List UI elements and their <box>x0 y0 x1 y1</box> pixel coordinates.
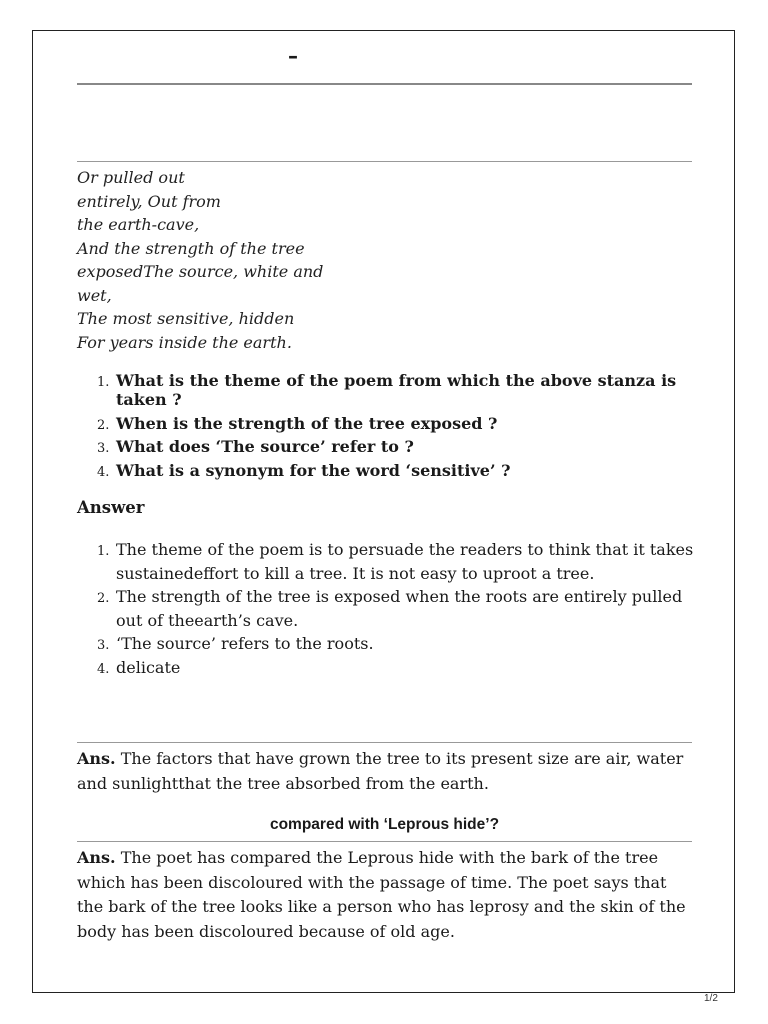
header-rule <box>77 83 692 85</box>
question-item <box>97 437 697 456</box>
answer-number: 2. <box>97 591 110 606</box>
answer-text: delicate <box>116 657 181 677</box>
answer-heading: Answer <box>77 498 145 517</box>
question-number: 1. <box>97 375 110 390</box>
question-number: 4. <box>97 464 110 480</box>
answer-text: The strength of the tree is exposed when the roots are entirely pulled out of theearth’s cave. <box>116 587 683 630</box>
header-dash: – <box>288 44 298 68</box>
ans-text: The factors that have grown the tree to its present size are air, water and sunlightthat the tree absorbed from the earth. <box>77 749 684 793</box>
answer-text: ‘The source’ refers to the roots. <box>116 634 374 653</box>
stanza-line: entirely, Out from <box>77 191 221 211</box>
answer-number: 3. <box>97 638 110 653</box>
stanza-line: wet, <box>77 285 112 305</box>
section-divider <box>77 161 692 162</box>
question-subheading: compared with ‘Leprous hide’? <box>269 816 500 833</box>
question-text: What is a synonym for the word ‘sensitive’ ? <box>116 460 511 480</box>
answer-text: The theme of the poem is to persuade the readers to think that it takes sustainedeffort to kill a tree. It is not easy to uproot a tree. <box>116 540 694 583</box>
answer-number: 4. <box>97 661 110 677</box>
answer-item <box>97 538 697 585</box>
question-text: What is the theme of the poem from which the above stanza is taken ? <box>116 371 677 409</box>
stanza-line: And the strength of the tree <box>77 238 305 258</box>
ans-text: The poet has compared the Leprous hide with the bark of the tree which has been discoloured with the passage of time. The poet says that the bark of the tree looks like a person who has leprosy and the skin of the body has been discoloured because of old age. <box>77 848 686 941</box>
page <box>32 30 735 993</box>
answer-item <box>97 585 697 632</box>
question-text: When is the strength of the tree exposed ? <box>116 413 498 433</box>
poem-stanza <box>77 166 377 354</box>
ans-label: Ans. <box>77 848 116 867</box>
answer-item <box>97 632 697 656</box>
stanza-line: The most sensitive, hidden <box>77 309 295 328</box>
stanza-line: exposedThe source, white and <box>77 262 324 281</box>
question-list <box>97 371 697 484</box>
question-text: What does ‘The source’ refer to ? <box>116 437 414 456</box>
answer-item <box>97 656 697 680</box>
answer-paragraph-factors <box>77 747 697 796</box>
answer-number: 1. <box>97 544 110 559</box>
stanza-line: Or pulled out <box>77 168 185 187</box>
question-number: 3. <box>97 441 110 456</box>
question-item <box>97 414 697 433</box>
stanza-line: the earth-cave, <box>77 215 200 234</box>
section-divider <box>77 742 692 743</box>
section-divider <box>77 841 692 842</box>
stanza-line: For years inside the earth. <box>77 332 292 352</box>
answer-paragraph-leprous-hide <box>77 846 697 944</box>
question-item <box>97 461 697 480</box>
ans-label: Ans. <box>77 749 116 768</box>
page-number: 1/2 <box>704 993 718 1004</box>
question-number: 2. <box>97 417 110 433</box>
question-item <box>97 371 697 409</box>
answer-list <box>97 538 697 679</box>
